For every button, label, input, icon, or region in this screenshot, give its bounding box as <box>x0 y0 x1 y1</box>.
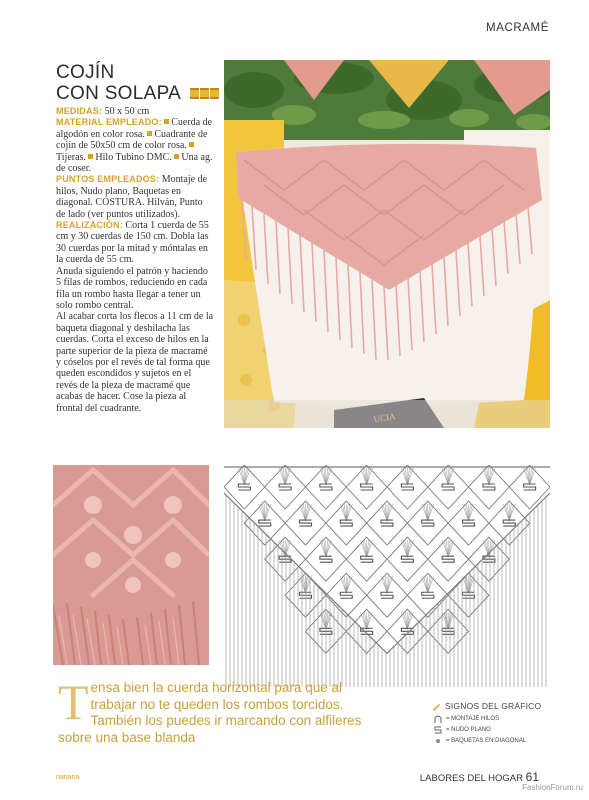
diagram-ray <box>505 504 509 521</box>
diagram-ray <box>240 468 244 485</box>
material-item: Cuadrante de cojín de 50x50 cm de color rosa. <box>56 128 208 152</box>
magazine-name: LABORES DEL HOGAR <box>419 773 523 784</box>
bullet-icon <box>164 119 169 124</box>
legend-item-baquetas <box>432 735 572 746</box>
medidas-value: 50 x 50 cm <box>102 106 150 117</box>
diagram-ray <box>302 504 306 521</box>
diagram-ray <box>363 468 367 485</box>
diagram-ray <box>509 504 513 521</box>
title-line-2: CON SOLAPA <box>56 83 181 104</box>
bullet-icon <box>189 142 194 147</box>
diagram-ray <box>489 468 493 485</box>
diagram-ray <box>363 612 367 629</box>
diagram-ray <box>403 612 407 629</box>
diagram-ray <box>367 540 371 557</box>
diagram-ray <box>469 504 473 521</box>
diagram-ray <box>285 468 289 485</box>
page-number: 61 <box>525 770 539 784</box>
diagram-ray <box>306 504 310 521</box>
diagram-ray <box>281 468 285 485</box>
diagram-ray <box>448 468 452 485</box>
diagram-ray <box>424 576 428 593</box>
diagram-ray <box>261 504 265 521</box>
diagram-ray <box>387 504 391 521</box>
bullet-icon <box>174 154 179 159</box>
legend-label-baquetas: = BAQUETAS EN DIAGONAL <box>446 737 527 744</box>
footer-right <box>420 770 539 784</box>
diagram-ray <box>265 504 269 521</box>
diagram-legend <box>432 701 572 746</box>
material-item: Tijeras. <box>56 151 89 163</box>
diagram-ray <box>367 468 371 485</box>
realizacion-label: REALIZACIÓN: <box>56 220 123 231</box>
diagram-ray <box>326 540 330 557</box>
bullet-icon <box>147 131 152 136</box>
diagram-ray <box>367 612 371 629</box>
diagram-ray <box>444 540 448 557</box>
medidas-label: MEDIDAS: <box>56 106 103 116</box>
legend-item-montaje <box>432 713 572 724</box>
diagram-ray <box>465 576 469 593</box>
diagram-ray <box>526 468 530 485</box>
diagram-ray <box>322 612 326 629</box>
diagram-ray <box>448 540 452 557</box>
knot-diagram <box>224 465 550 687</box>
diagram-ray <box>428 576 432 593</box>
legend-label-montaje: = MONTAJE HILOS <box>446 715 500 722</box>
legend-title: SIGNOS DEL GRÁFICO <box>445 701 542 711</box>
difficulty-spools-icon <box>190 83 220 104</box>
diagram-ray <box>444 468 448 485</box>
section-tag: MACRAMÉ <box>486 22 549 34</box>
puntos-value: Montaje de hilos, Nudo plano, Baquetas en diagonal. COSTURA. Hilván, Punto de lado (ver puntos utilizados). <box>56 174 208 220</box>
pencil-icon <box>432 701 442 711</box>
realizacion-text-1: Corta 1 cuerda de 55 cm y 30 cuerdas de 150 cm. Dobla las 30 cuerdas por la mitad y móntalas en la cuerda de 55 cm. <box>56 220 209 266</box>
material-item: Una ag. de coser. <box>56 151 213 175</box>
diagram-ray <box>403 540 407 557</box>
square-knot-symbol-icon <box>432 725 444 735</box>
diagram-ray <box>428 504 432 521</box>
diagram-ray <box>530 468 534 485</box>
tip-dropcap: T <box>58 674 89 730</box>
diagram-ray <box>407 468 411 485</box>
article-body <box>56 106 214 414</box>
diagram-ray <box>363 540 367 557</box>
bullet-icon <box>88 154 93 159</box>
cushion-photo <box>224 60 550 428</box>
diagram-ray <box>342 576 346 593</box>
diagram-ray <box>407 540 411 557</box>
diagram-ray <box>489 540 493 557</box>
diagram-ray <box>346 576 350 593</box>
diagram-ray <box>322 540 326 557</box>
diagram-ray <box>342 504 346 521</box>
watermark: FashionForum.ru <box>522 783 583 792</box>
legend-header <box>432 701 572 711</box>
diagram-ray <box>465 504 469 521</box>
diagram-ray <box>326 612 330 629</box>
diagram-ray <box>383 576 387 593</box>
diagram-ray <box>322 468 326 485</box>
diagram-ray <box>387 576 391 593</box>
diagram-ray <box>424 504 428 521</box>
diagram-ray <box>403 468 407 485</box>
puntos-label: PUNTOS EMPLEADOS: <box>56 174 160 185</box>
footer-left: nanana <box>56 774 80 781</box>
realizacion-text-2: Anuda siguiendo el patrón y haciendo 5 filas de rombos, reduciendo en cada fila un rombo hasta llegar a tener un solo rombo central. <box>56 265 208 311</box>
article-title <box>56 62 220 104</box>
legend-item-nudo <box>432 724 572 735</box>
diagonal-half-hitch-symbol-icon <box>432 736 444 746</box>
tip-callout <box>58 674 388 746</box>
legend-label-nudo: = NUDO PLANO <box>446 726 491 733</box>
realizacion-text-3: Al acabar corta los flecos a 11 cm de la baqueta diagonal y deshilacha las cuerdas. Corta el exceso de hilos en la parte superior de la pieza de macramé y cóselos por el revés de tal forma que queden escondidos y sujetos en el revés de la pieza de macramé que acabas de hacer. Cose la pieza al frontal del cuadrante. <box>56 311 214 414</box>
detail-photo <box>53 465 209 665</box>
material-item: Hilo Tubino DMC. <box>95 151 175 163</box>
diagram-ray <box>407 612 411 629</box>
diagram-ray <box>326 468 330 485</box>
diagram-ray <box>244 468 248 485</box>
title-line-1: COJÍN <box>56 62 115 83</box>
diagram-ray <box>346 504 350 521</box>
diagram-ray <box>383 504 387 521</box>
tip-text: ensa bien la cuerda horizontal para que al trabajar no te queden los rombos torcidos. También los puedes ir marcando con alfileres sobre una base blanda <box>58 680 362 745</box>
mounting-symbol-icon <box>432 714 444 724</box>
material-item: Cuerda de algodón en color rosa. <box>56 117 213 140</box>
material-label: MATERIAL EMPLEADO: <box>56 117 162 128</box>
diagram-ray <box>469 576 473 593</box>
diagram-ray <box>485 468 489 485</box>
